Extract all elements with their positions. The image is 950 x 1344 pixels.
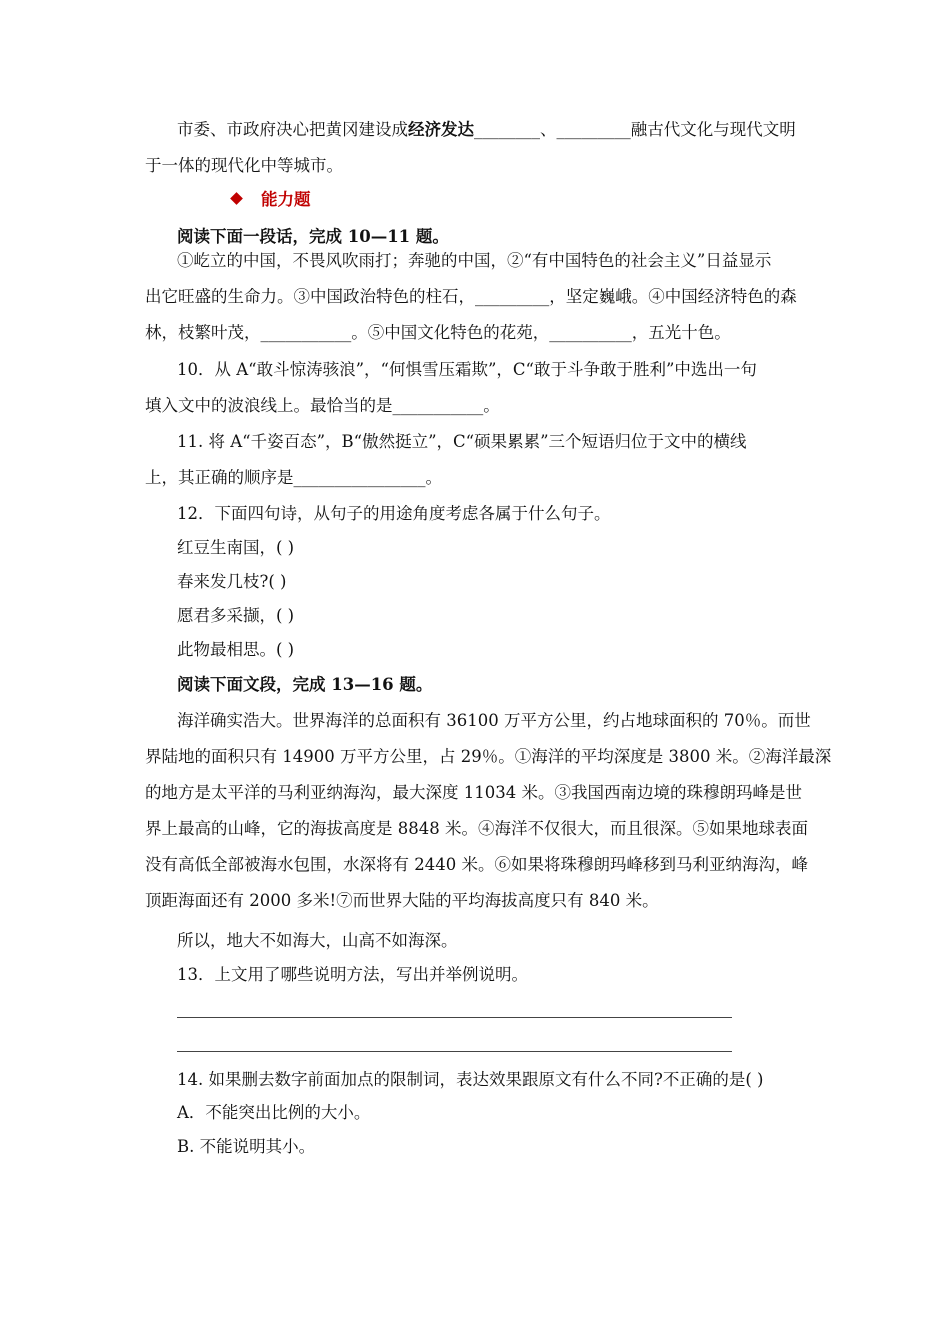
question-11: 11. 将 A“千姿百态”，B“傲然挺立”，C“硕果累累”三个短语归位于文中的横线	[177, 432, 747, 451]
reading-instruction: 阅读下面文段，完成 13—16 题。	[177, 675, 433, 694]
poem-line: 此物最相思。( )	[177, 640, 295, 659]
poem-line: 春来发几枝?( )	[177, 572, 287, 591]
passage-conclusion: 所以，地大不如海大，山高不如海深。	[177, 931, 458, 950]
passage-line: 的地方是太平洋的马利亚纳海沟，最大深度 11034 米。③我国西南边境的珠穆朗玛峰是世	[145, 783, 802, 802]
passage-line: 界陆地的面积只有 14900 万平方公里，占 29％。①海洋的平均深度是 3800 米。②海洋最深	[145, 747, 832, 766]
answer-line	[177, 1051, 732, 1052]
bold-phrase: 经济发达	[408, 120, 474, 139]
poem-line: 红豆生南国，( )	[177, 538, 295, 557]
passage-line: ①屹立的中国，不畏风吹雨打；奔驰的中国，②“有中国特色的社会主义”日益显示	[177, 251, 772, 270]
question-13: 13．上文用了哪些说明方法，写出并举例说明。	[177, 965, 528, 984]
passage-line: 海洋确实浩大。世界海洋的总面积有 36100 万平方公里，约占地球面积的 70％。而世	[177, 711, 811, 730]
reading-instruction: 阅读下面一段话，完成 10—11 题。	[177, 227, 449, 246]
question-12: 12．下面四句诗，从句子的用途角度考虑各属于什么句子。	[177, 504, 611, 523]
section-heading: 能力题	[232, 189, 311, 211]
passage-line: 顶距海面还有 2000 多米!⑦而世界大陆的平均海拔高度只有 840 米。	[145, 891, 659, 910]
passage-line: 林，枝繁叶茂，___________。⑤中国文化特色的花苑，__________，五光十色。	[145, 323, 731, 342]
paragraph-line: 于一体的现代化中等城市。	[145, 156, 343, 175]
answer-line	[177, 1017, 732, 1018]
passage-line: 界上最高的山峰，它的海拔高度是 8848 米。④海洋不仅很大，而且很深。⑤如果地球表面	[145, 819, 808, 838]
diamond-bullet-icon	[230, 192, 243, 205]
option-a: A．不能突出比例的大小。	[177, 1103, 371, 1122]
question-14: 14. 如果删去数字前面加点的限制词，表达效果跟原文有什么不同?不正确的是( )	[177, 1070, 764, 1089]
passage-line: 出它旺盛的生命力。③中国政治特色的柱石，_________，坚定巍峨。④中国经济特色的森	[145, 287, 797, 306]
question-10-cont: 填入文中的波浪线上。最恰当的是___________。	[145, 396, 500, 415]
passage-line: 没有高低全部被海水包围，水深将有 2440 米。⑥如果将珠穆朗玛峰移到马利亚纳海沟，峰	[145, 855, 808, 874]
paragraph-line: 市委、市政府决心把黄冈建设成经济发达________、_________融古代文化与现代文明	[177, 120, 796, 139]
question-11-cont: 上，其正确的顺序是________________。	[145, 468, 442, 487]
question-10: 10．从 A“敢斗惊涛骇浪”，“何惧雪压霜欺”，C“敢于斗争敢于胜利”中选出一句	[177, 360, 757, 379]
poem-line: 愿君多采撷，( )	[177, 606, 295, 625]
option-b: B. 不能说明其小。	[177, 1137, 316, 1156]
